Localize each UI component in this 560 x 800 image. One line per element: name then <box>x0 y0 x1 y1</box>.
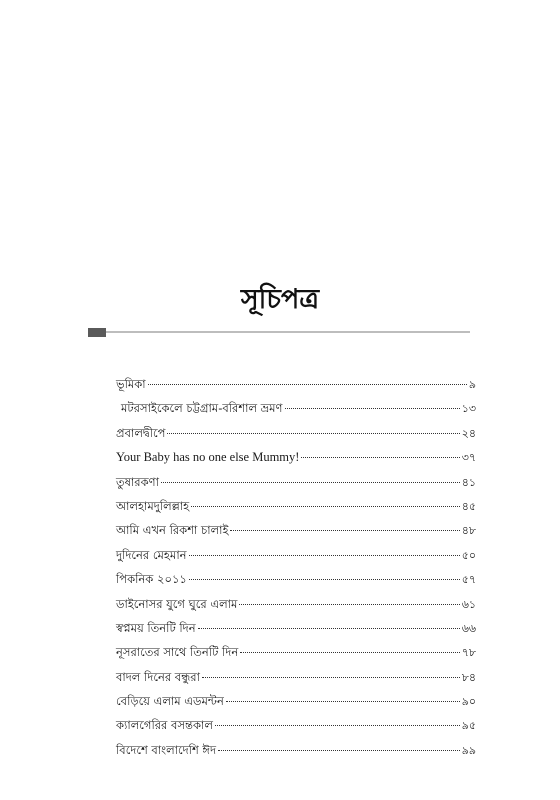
toc-entry[interactable] <box>116 713 476 737</box>
toc-entry-page: ৪৫ <box>461 499 476 513</box>
toc-entry-title: দুদিনের মেহমান <box>116 547 187 562</box>
toc-entry[interactable] <box>116 665 476 689</box>
dot-leader <box>230 530 459 531</box>
toc-entry-title: স্বপ্নময় তিনটি দিন <box>116 620 196 635</box>
dot-leader <box>218 750 460 751</box>
toc-entry-page: ৪১ <box>461 475 476 489</box>
toc-entry[interactable] <box>116 567 476 591</box>
toc-entry[interactable] <box>116 396 476 420</box>
toc-entry-page: ৫০ <box>461 548 476 562</box>
toc-entry-page: ১৩ <box>461 402 476 416</box>
toc-entry[interactable] <box>116 616 476 640</box>
page-title: সূচিপত্র <box>240 284 320 315</box>
dot-leader <box>240 652 460 653</box>
table-of-contents <box>116 372 476 762</box>
toc-entry-title: ক্যালগেরির বসন্তকাল <box>116 718 213 733</box>
toc-entry[interactable] <box>116 445 476 469</box>
toc-entry-page: ৩৭ <box>461 451 476 465</box>
toc-entry-title: ডাইনোসর যুগে ঘুরে এলাম <box>116 596 238 611</box>
dot-leader <box>167 433 459 434</box>
toc-entry[interactable] <box>116 372 476 396</box>
dot-leader <box>148 384 467 385</box>
toc-entry-title: আমি এখন রিকশা চালাই <box>116 523 229 538</box>
dot-leader <box>215 725 460 726</box>
dot-leader <box>301 457 459 458</box>
heading-rule-marker <box>88 328 106 337</box>
dot-leader <box>191 506 460 507</box>
toc-entry-title: বাদল দিনের বন্ধুরা <box>116 669 200 684</box>
dot-leader <box>239 604 459 605</box>
toc-entry-title: নূসরাতের সাথে তিনটি দিন <box>116 645 239 660</box>
toc-entry[interactable] <box>116 470 476 494</box>
toc-entry-title: তুষারকণা <box>116 474 159 489</box>
toc-entry[interactable] <box>116 518 476 542</box>
toc-entry-page: ৫৭ <box>461 573 476 587</box>
toc-entry-page: ৯ <box>468 378 476 391</box>
toc-entry-page: ৬৬ <box>461 621 476 635</box>
toc-entry-page: ৯৯ <box>461 743 476 757</box>
heading-rule <box>106 331 470 333</box>
toc-entry-title: Your Baby has no one else Mummy! <box>116 450 300 465</box>
toc-entry[interactable] <box>116 494 476 518</box>
dot-leader <box>202 677 460 678</box>
toc-entry-title: আলহামদুলিল্লাহ <box>116 498 190 513</box>
toc-entry-title: বেড়িয়ে এলাম এডমন্টন <box>116 694 224 709</box>
toc-entry[interactable] <box>116 543 476 567</box>
toc-entry-page: ৬১ <box>461 597 476 611</box>
dot-leader <box>161 482 460 483</box>
toc-entry-title: বিদেশে বাংলাদেশি ঈদ <box>116 742 216 757</box>
toc-entry-page: ৯০ <box>461 695 476 709</box>
toc-entry-title: প্রবালদ্বীপে <box>116 425 166 440</box>
toc-entry-page: ৪৮ <box>461 524 476 538</box>
dot-leader <box>198 628 460 629</box>
toc-entry-title: ভূমিকা <box>116 377 146 391</box>
dot-leader <box>285 408 460 409</box>
toc-entry[interactable] <box>116 421 476 445</box>
toc-entry[interactable] <box>116 640 476 664</box>
toc-entry-page: ৯৫ <box>461 719 476 733</box>
dot-leader <box>189 579 460 580</box>
toc-entry[interactable] <box>116 592 476 616</box>
toc-entry-page: ৮৪ <box>461 670 476 684</box>
toc-entry-title: পিকনিক ২০১১ <box>116 572 187 587</box>
dot-leader <box>226 701 460 702</box>
toc-entry-page: ২৪ <box>461 426 476 440</box>
toc-entry[interactable] <box>116 689 476 713</box>
dot-leader <box>189 555 460 556</box>
toc-entry[interactable] <box>116 738 476 762</box>
toc-entry-title: মটরসাইকেলে চট্টগ্রাম-বরিশাল ভ্রমণ <box>121 401 283 416</box>
toc-entry-page: ৭৮ <box>461 646 476 660</box>
